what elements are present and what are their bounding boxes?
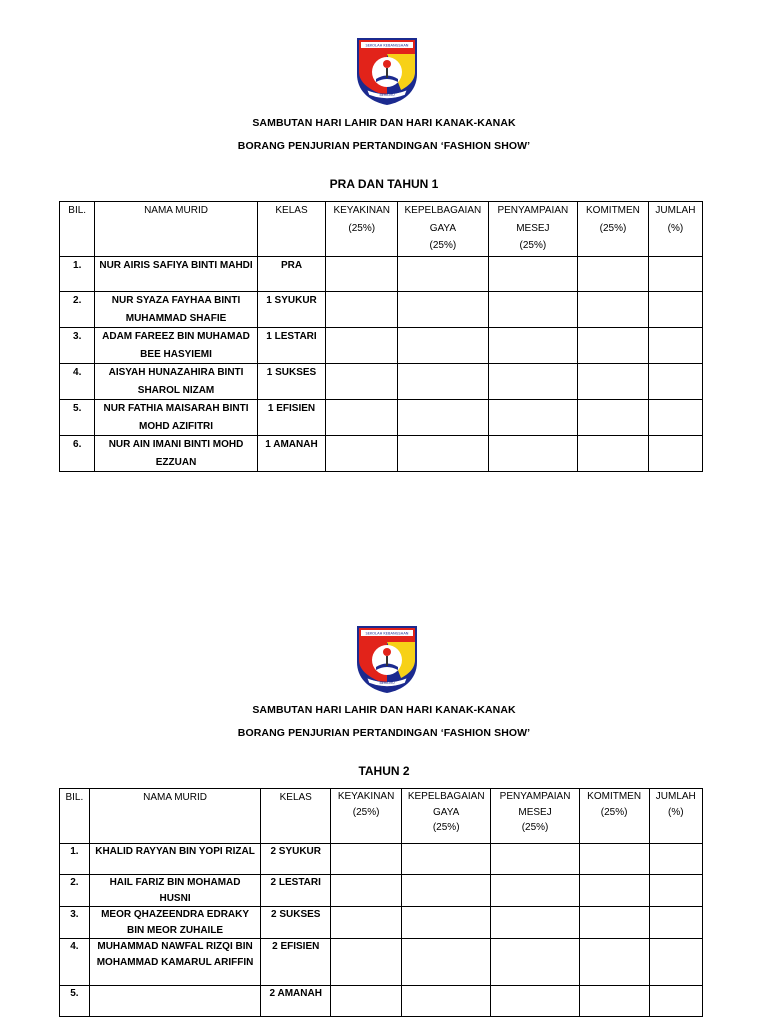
- col-komitmen-header: KOMITMEN (25%): [578, 202, 649, 257]
- score-keyakinan-cell[interactable]: [331, 844, 402, 875]
- score-kepelbagaian-cell[interactable]: [398, 257, 489, 292]
- row-kelas: 2 LESTARI: [261, 875, 331, 907]
- score-penyampaian-cell[interactable]: [491, 844, 579, 875]
- score-penyampaian-cell[interactable]: [488, 364, 577, 400]
- score-keyakinan-cell[interactable]: [326, 400, 398, 436]
- score-jumlah-cell[interactable]: [648, 328, 702, 364]
- table-row: [60, 939, 703, 986]
- col-kelas-header: KELAS: [257, 202, 326, 257]
- score-komitmen-cell[interactable]: [578, 257, 649, 292]
- score-komitmen-cell[interactable]: [579, 844, 649, 875]
- score-keyakinan-cell[interactable]: [331, 986, 402, 1017]
- row-bil: 4.: [60, 364, 95, 400]
- form-title: BORANG PENJURIAN PERTANDINGAN ‘FASHION SHOW’: [237, 727, 531, 739]
- score-penyampaian-cell[interactable]: [488, 257, 577, 292]
- score-penyampaian-cell[interactable]: [488, 436, 577, 472]
- score-keyakinan-cell[interactable]: [326, 436, 398, 472]
- score-kepelbagaian-cell[interactable]: [402, 939, 491, 986]
- school-crest-logo: [353, 622, 421, 694]
- score-jumlah-cell[interactable]: [648, 364, 702, 400]
- row-nama: MEOR QHAZEENDRA EDRAKY BIN MEOR ZUHAILE: [89, 907, 261, 939]
- col-penyampaian-header: PENYAMPAIAN MESEJ (25%): [491, 789, 579, 844]
- row-bil: 2.: [60, 292, 95, 328]
- score-jumlah-cell[interactable]: [649, 844, 702, 875]
- section-title: TAHUN 2: [358, 764, 410, 778]
- school-crest-logo: [353, 34, 421, 106]
- score-jumlah-cell[interactable]: [649, 907, 702, 939]
- score-kepelbagaian-cell[interactable]: [398, 364, 489, 400]
- score-kepelbagaian-cell[interactable]: [402, 844, 491, 875]
- table-row: [60, 436, 703, 472]
- crest-top-text: SEKOLAH KEBANGSAAN: [365, 43, 409, 48]
- score-komitmen-cell[interactable]: [578, 328, 649, 364]
- col-nama-header: NAMA MURID: [95, 202, 257, 257]
- score-keyakinan-cell[interactable]: [326, 364, 398, 400]
- score-komitmen-cell[interactable]: [579, 939, 649, 986]
- score-penyampaian-cell[interactable]: [491, 907, 579, 939]
- score-komitmen-cell[interactable]: [579, 907, 649, 939]
- crest-top-text: SEKOLAH KEBANGSAAN: [365, 631, 409, 636]
- row-bil: 1.: [60, 257, 95, 292]
- row-kelas: 1 EFISIEN: [257, 400, 326, 436]
- score-jumlah-cell[interactable]: [649, 986, 702, 1017]
- col-bil-header: BIL.: [60, 789, 90, 844]
- row-bil: 5.: [60, 400, 95, 436]
- score-keyakinan-cell[interactable]: [331, 907, 402, 939]
- table-row: [60, 292, 703, 328]
- score-komitmen-cell[interactable]: [578, 292, 649, 328]
- form-title: BORANG PENJURIAN PERTANDINGAN ‘FASHION SHOW’: [237, 140, 531, 152]
- score-komitmen-cell[interactable]: [578, 364, 649, 400]
- table-row: [60, 907, 703, 939]
- score-kepelbagaian-cell[interactable]: [398, 436, 489, 472]
- score-penyampaian-cell[interactable]: [491, 986, 579, 1017]
- table-row: [60, 986, 703, 1017]
- score-keyakinan-cell[interactable]: [326, 257, 398, 292]
- row-nama: NUR SYAZA FAYHAA BINTI MUHAMMAD SHAFIE: [95, 292, 257, 328]
- score-jumlah-cell[interactable]: [649, 875, 702, 907]
- row-nama: NUR AIRIS SAFIYA BINTI MAHDI: [95, 257, 257, 292]
- score-jumlah-cell[interactable]: [649, 939, 702, 986]
- score-komitmen-cell[interactable]: [579, 875, 649, 907]
- row-kelas: 1 LESTARI: [257, 328, 326, 364]
- score-keyakinan-cell[interactable]: [326, 292, 398, 328]
- row-nama: MUHAMMAD NAWFAL RIZQI BIN MOHAMMAD KAMARUL ARIFFIN: [89, 939, 261, 986]
- score-kepelbagaian-cell[interactable]: [398, 400, 489, 436]
- col-kepelbagaian-header: KEPELBAGAIAN GAYA (25%): [398, 202, 489, 257]
- row-bil: 5.: [60, 986, 90, 1017]
- col-keyakinan-header: KEYAKINAN (25%): [331, 789, 402, 844]
- col-komitmen-header: KOMITMEN (25%): [579, 789, 649, 844]
- score-keyakinan-cell[interactable]: [331, 939, 402, 986]
- score-komitmen-cell[interactable]: [579, 986, 649, 1017]
- table-row: [60, 400, 703, 436]
- crest-ribbon-text: BERILMU: [379, 681, 395, 685]
- row-kelas: 1 SYUKUR: [257, 292, 326, 328]
- col-jumlah-header: JUMLAH (%): [648, 202, 702, 257]
- score-keyakinan-cell[interactable]: [331, 875, 402, 907]
- row-kelas: 2 EFISIEN: [261, 939, 331, 986]
- score-komitmen-cell[interactable]: [578, 400, 649, 436]
- row-bil: 3.: [60, 328, 95, 364]
- judging-table: [59, 788, 703, 1017]
- score-kepelbagaian-cell[interactable]: [402, 907, 491, 939]
- score-kepelbagaian-cell[interactable]: [398, 292, 489, 328]
- row-nama: NUR AIN IMANI BINTI MOHD EZZUAN: [95, 436, 257, 472]
- col-jumlah-header: JUMLAH (%): [649, 789, 702, 844]
- row-nama: KHALID RAYYAN BIN YOPI RIZAL: [89, 844, 261, 875]
- row-bil: 2.: [60, 875, 90, 907]
- row-kelas: 2 SYUKUR: [261, 844, 331, 875]
- col-penyampaian-header: PENYAMPAIAN MESEJ (25%): [488, 202, 577, 257]
- row-nama: NUR FATHIA MAISARAH BINTI MOHD AZIFITRI: [95, 400, 257, 436]
- row-kelas: 1 AMANAH: [257, 436, 326, 472]
- event-title: SAMBUTAN HARI LAHIR DAN HARI KANAK-KANAK: [252, 117, 516, 129]
- row-kelas: 2 AMANAH: [261, 986, 331, 1017]
- score-jumlah-cell[interactable]: [648, 257, 702, 292]
- judging-table: [59, 201, 703, 472]
- table-header-row: [60, 202, 703, 257]
- row-kelas: 2 SUKSES: [261, 907, 331, 939]
- event-title: SAMBUTAN HARI LAHIR DAN HARI KANAK-KANAK: [252, 704, 516, 716]
- col-bil-header: BIL.: [60, 202, 95, 257]
- row-nama: [89, 986, 261, 1017]
- table-row: [60, 328, 703, 364]
- table-row: [60, 257, 703, 292]
- row-bil: 6.: [60, 436, 95, 472]
- col-kepelbagaian-header: KEPELBAGAIAN GAYA (25%): [402, 789, 491, 844]
- score-komitmen-cell[interactable]: [578, 436, 649, 472]
- score-penyampaian-cell[interactable]: [491, 875, 579, 907]
- table-row: [60, 844, 703, 875]
- score-keyakinan-cell[interactable]: [326, 328, 398, 364]
- row-bil: 1.: [60, 844, 90, 875]
- score-penyampaian-cell[interactable]: [488, 292, 577, 328]
- score-jumlah-cell[interactable]: [648, 436, 702, 472]
- score-kepelbagaian-cell[interactable]: [398, 328, 489, 364]
- row-kelas: PRA: [257, 257, 326, 292]
- row-kelas: 1 SUKSES: [257, 364, 326, 400]
- table-header-row: [60, 789, 703, 844]
- table-row: [60, 875, 703, 907]
- score-jumlah-cell[interactable]: [648, 292, 702, 328]
- col-nama-header: NAMA MURID: [89, 789, 261, 844]
- score-kepelbagaian-cell[interactable]: [402, 875, 491, 907]
- col-keyakinan-header: KEYAKINAN (25%): [326, 202, 398, 257]
- row-nama: AISYAH HUNAZAHIRA BINTI SHAROL NIZAM: [95, 364, 257, 400]
- score-penyampaian-cell[interactable]: [488, 328, 577, 364]
- row-bil: 4.: [60, 939, 90, 986]
- score-penyampaian-cell[interactable]: [491, 939, 579, 986]
- col-kelas-header: KELAS: [261, 789, 331, 844]
- table-row: [60, 364, 703, 400]
- row-bil: 3.: [60, 907, 90, 939]
- row-nama: HAIL FARIZ BIN MOHAMAD HUSNI: [89, 875, 261, 907]
- crest-ribbon-text: BERILMU: [379, 93, 395, 97]
- section-title: PRA DAN TAHUN 1: [329, 177, 439, 191]
- score-kepelbagaian-cell[interactable]: [402, 986, 491, 1017]
- row-nama: ADAM FAREEZ BIN MUHAMAD BEE HASYIEMI: [95, 328, 257, 364]
- score-jumlah-cell[interactable]: [648, 400, 702, 436]
- score-penyampaian-cell[interactable]: [488, 400, 577, 436]
